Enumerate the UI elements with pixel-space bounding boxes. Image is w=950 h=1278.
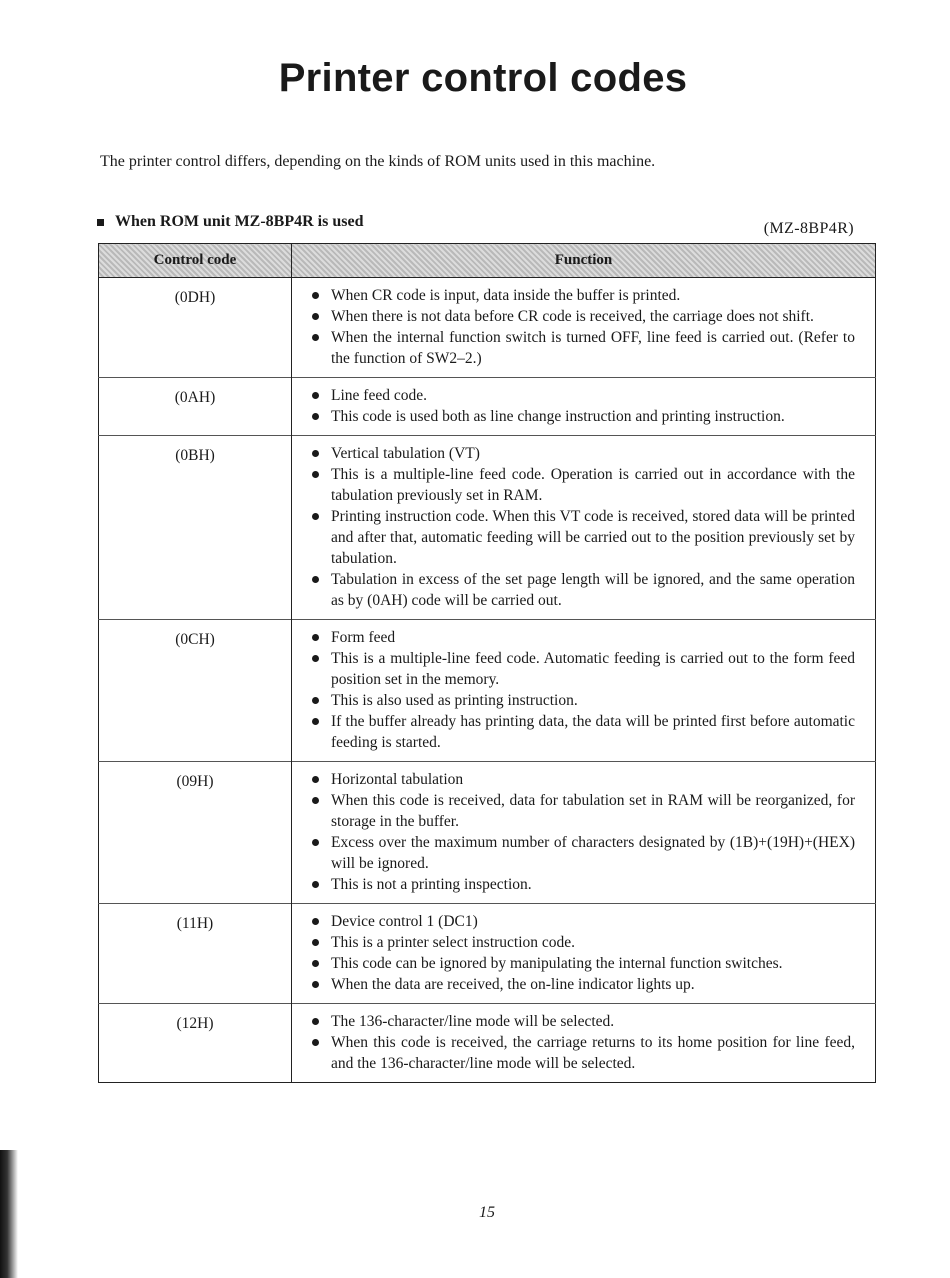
function-item: This code is used both as line change instruction and printing instruction. <box>310 406 855 427</box>
table-row <box>99 1004 876 1083</box>
control-code-cell: (12H) <box>99 1004 292 1083</box>
header-control-code: Control code <box>99 244 292 278</box>
page-number: 15 <box>479 1204 495 1221</box>
function-item: This is a printer select instruction code. <box>310 932 855 953</box>
function-list <box>310 443 855 611</box>
function-item: Tabulation in excess of the set page length will be ignored, and the same operation as by (0AH) code will be carried out. <box>310 569 855 611</box>
function-item: Horizontal tabulation <box>310 769 855 790</box>
table-row <box>99 378 876 436</box>
function-cell <box>292 436 876 620</box>
header-function: Function <box>292 244 876 278</box>
function-item: Vertical tabulation (VT) <box>310 443 855 464</box>
table-row <box>99 436 876 620</box>
function-item: If the buffer already has printing data, the data will be printed first before automatic feeding is started. <box>310 711 855 753</box>
table-body <box>99 278 876 1083</box>
table-row <box>99 278 876 378</box>
function-list <box>310 385 855 427</box>
table-row <box>99 904 876 1004</box>
function-cell <box>292 620 876 762</box>
function-item: When the internal function switch is turned OFF, line feed is carried out. (Refer to the function of SW2–2.) <box>310 327 855 369</box>
control-code-cell: (09H) <box>99 762 292 904</box>
function-item: Device control 1 (DC1) <box>310 911 855 932</box>
table-row <box>99 620 876 762</box>
function-item: Form feed <box>310 627 855 648</box>
function-cell <box>292 278 876 378</box>
control-code-cell: (0CH) <box>99 620 292 762</box>
function-item: This is also used as printing instruction. <box>310 690 855 711</box>
function-item: Printing instruction code. When this VT code is received, stored data will be printed and after that, automatic feeding will be carried out to the position previously set by tabulation. <box>310 506 855 569</box>
table-row <box>99 762 876 904</box>
function-item: Excess over the maximum number of characters designated by (1B)+(19H)+(HEX) will be ignored. <box>310 832 855 874</box>
control-code-cell: (0DH) <box>99 278 292 378</box>
function-list <box>310 1011 855 1074</box>
function-cell <box>292 1004 876 1083</box>
page-title: Printer control codes <box>278 56 688 100</box>
model-reference: (MZ-8BP4R) <box>763 220 854 237</box>
function-item: This is a multiple-line feed code. Operation is carried out in accordance with the tabulation previously set in RAM. <box>310 464 855 506</box>
function-item: Line feed code. <box>310 385 855 406</box>
function-item: The 136-character/line mode will be selected. <box>310 1011 855 1032</box>
function-item: When there is not data before CR code is received, the carriage does not shift. <box>310 306 855 327</box>
function-list <box>310 769 855 895</box>
function-cell <box>292 378 876 436</box>
section-heading <box>97 213 363 231</box>
function-item: When this code is received, the carriage returns to its home position for line feed, and the 136-character/line mode will be selected. <box>310 1032 855 1074</box>
control-code-cell: (11H) <box>99 904 292 1004</box>
function-item: This code can be ignored by manipulating the internal function switches. <box>310 953 855 974</box>
table-header-row <box>99 244 876 278</box>
function-list <box>310 627 855 753</box>
function-item: When the data are received, the on-line indicator lights up. <box>310 974 855 995</box>
control-code-cell: (0BH) <box>99 436 292 620</box>
control-codes-table <box>98 243 876 1083</box>
function-list <box>310 285 855 369</box>
section-heading-text: When ROM unit MZ-8BP4R is used <box>115 213 364 230</box>
function-item: This is not a printing inspection. <box>310 874 855 895</box>
function-item: This is a multiple-line feed code. Automatic feeding is carried out to the form feed position set in the memory. <box>310 648 855 690</box>
function-item: When this code is received, data for tabulation set in RAM will be reorganized, for storage in the buffer. <box>310 790 855 832</box>
function-item: When CR code is input, data inside the buffer is printed. <box>310 285 855 306</box>
function-cell <box>292 904 876 1004</box>
function-cell <box>292 762 876 904</box>
control-code-cell: (0AH) <box>99 378 292 436</box>
function-list <box>310 911 855 995</box>
intro-text: The printer control differs, depending on the kinds of ROM units used in this machine. <box>100 153 656 170</box>
square-bullet-icon <box>97 219 104 226</box>
